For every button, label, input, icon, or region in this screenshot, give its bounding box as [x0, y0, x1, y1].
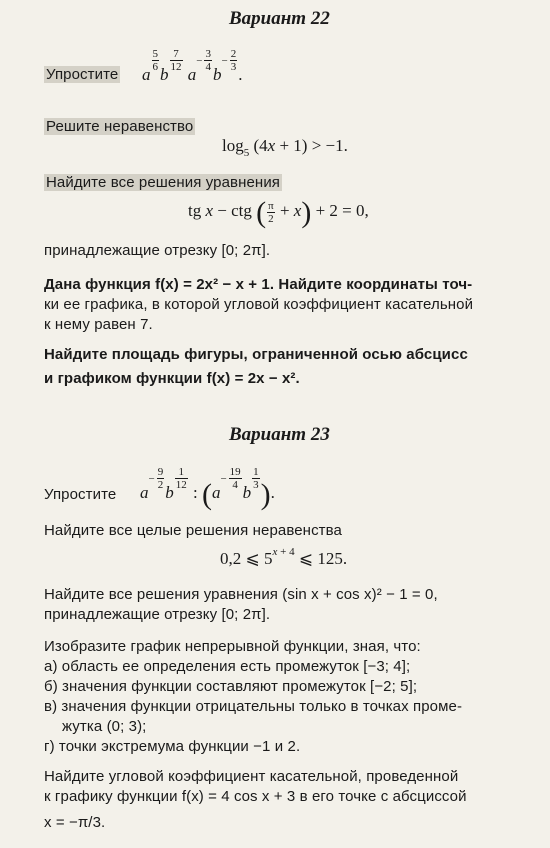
- variant-22-heading: Вариант 22: [229, 8, 330, 29]
- v23-p1-formula: a− $\frac{9}{2}$ b $\frac{1}{12}$ : (a− $\frac{19}{4}$ b $\frac{1}{3}$ ).: [140, 466, 275, 511]
- variant-23-heading: Вариант 23: [229, 424, 330, 445]
- v23-p4-item-a: а) область ее определения есть промежуток [−3; 4];: [44, 658, 411, 675]
- v22-p1-label: Упростите: [46, 66, 119, 83]
- v22-p1-formula: a $\frac{5}{6}$ b $\frac{7}{12}$ a− $\frac{3}{4}$ b− $\frac{2}{3}$ .: [142, 48, 243, 84]
- v23-p4-item-c-line2: жутка (0; 3);: [62, 718, 147, 735]
- v23-p3-line2: принадлежащие отрезку [0; 2π].: [44, 606, 271, 623]
- v22-p2-formula: $\log_5 (4x + 1) > -1$.: [222, 136, 348, 159]
- v23-p3-line1: Найдите все решения уравнения (sin x + cos x)² − 1 = 0,: [44, 586, 438, 603]
- v23-p5-line2: к графику функции f(x) = 4 cos x + 3 в его точке с абсциссой: [44, 788, 467, 805]
- v23-p2-formula: 0,2 ⩽ $5^{x + 4}$ ⩽ 125.: [220, 546, 348, 568]
- v23-p4-item-d: г) точки экстремума функции −1 и 2.: [44, 738, 301, 755]
- v22-p4-line1: Дана функция f(x) = 2x² − x + 1. Найдите координаты точ-: [44, 276, 473, 293]
- v22-p4-line2: ки ее графика, в которой угловой коэффициент касательной: [44, 296, 474, 313]
- v23-p1-label: Упростите: [44, 486, 117, 503]
- v23-p4-line1: Изобразите график непрерывной функции, зная, что:: [44, 638, 421, 655]
- v22-p3-formula: tg x − ctg ( $\frac{\pi}{2}$ + x) + 2 = 0,: [188, 196, 369, 229]
- v22-p5-line2: и графиком функции f(x) = 2x − x².: [44, 370, 300, 387]
- v22-p3-label: Найдите все решения уравнения: [46, 174, 281, 191]
- v23-p2-label: Найдите все целые решения неравенства: [44, 522, 342, 539]
- v22-p2-label: Решите неравенство: [46, 118, 194, 135]
- v23-p4-item-c-line1: в) значения функции отрицательны только в точках проме-: [44, 698, 463, 715]
- v22-p5-line1: Найдите площадь фигуры, ограниченной осью абсцисс: [44, 346, 468, 363]
- v22-p3-tail: принадлежащие отрезку [0; 2π].: [44, 242, 271, 259]
- v23-p5-line3: x = −π/3.: [44, 814, 106, 831]
- v23-p5-line1: Найдите угловой коэффициент касательной, проведенной: [44, 768, 459, 785]
- v22-p4-line3: к нему равен 7.: [44, 316, 153, 333]
- v23-p4-item-b: б) значения функции составляют промежуток [−2; 5];: [44, 678, 418, 695]
